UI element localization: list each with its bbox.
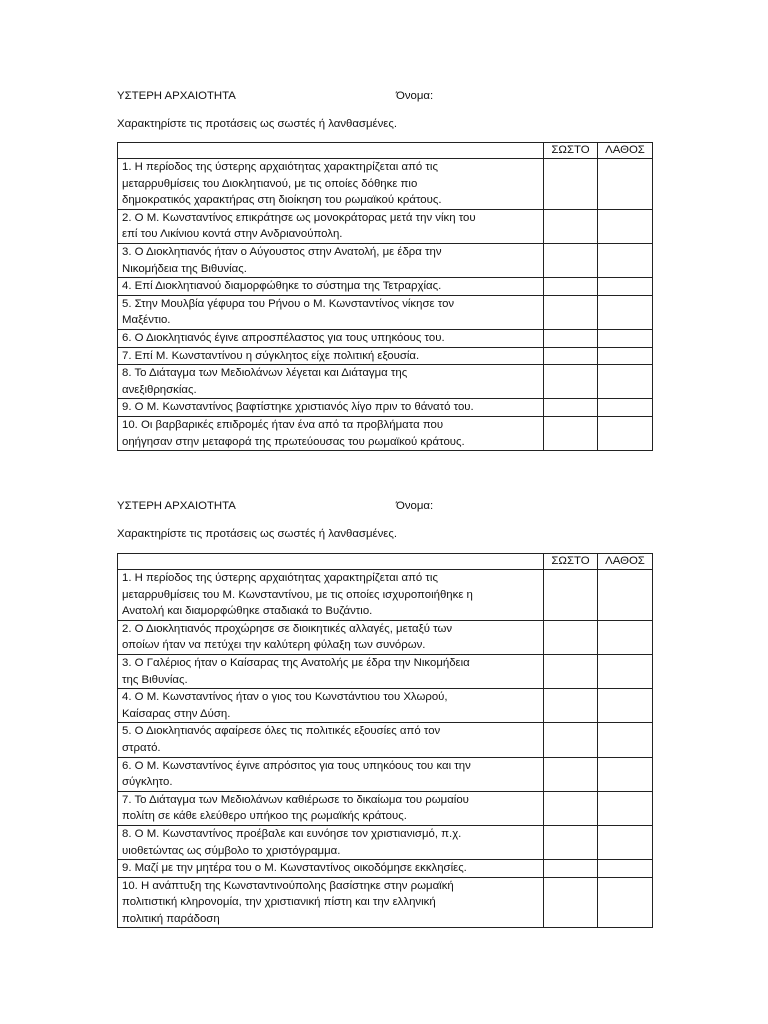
false-answer-cell[interactable] xyxy=(598,347,653,365)
false-answer-cell[interactable] xyxy=(598,877,653,928)
table-row xyxy=(118,278,653,296)
true-answer-cell[interactable] xyxy=(544,825,598,859)
table-row xyxy=(118,209,653,243)
statement-line: πολίτη σε κάθε ελεύθερο υπήκοο της ρωμαϊκής κράτους. xyxy=(122,810,407,823)
statement-column-header xyxy=(118,143,544,159)
statement-line: 7. Επί Μ. Κωνσταντίνου η σύγκλητος είχε πολιτική εξουσία. xyxy=(122,349,420,362)
statement-line: ανεξιθρησκίας. xyxy=(122,383,197,396)
true-answer-cell[interactable] xyxy=(544,159,598,210)
true-answer-cell[interactable] xyxy=(544,570,598,621)
statement-line: 5. Ο Διοκλητιανός αφαίρεσε όλες τις πολιτικές εξουσίες από τον xyxy=(122,725,441,738)
false-answer-cell[interactable] xyxy=(598,757,653,791)
statement-line: 6. Ο Διοκλητιανός έγινε απροσπέλαστος για τους υπηκόους του. xyxy=(122,331,445,344)
false-answer-cell[interactable] xyxy=(598,689,653,723)
statement-line: 9. Ο Μ. Κωνσταντίνος βαφτίστηκε χριστιανός λίγο πριν το θάνατό του. xyxy=(122,401,474,414)
false-answer-cell[interactable] xyxy=(598,243,653,277)
worksheet-header xyxy=(117,498,652,514)
false-answer-cell[interactable] xyxy=(598,209,653,243)
statement-line: δημοκρατικός χαρακτήρας στη διοίκηση του ρωμαϊκού κράτους. xyxy=(122,194,442,207)
questions-body xyxy=(118,570,653,928)
true-answer-cell[interactable] xyxy=(544,243,598,277)
statement-column-header xyxy=(118,554,544,570)
false-answer-cell[interactable] xyxy=(598,399,653,417)
statement-line: 6. Ο Μ. Κωνσταντίνος έγινε απρόσιτος για τους υπηκόους του και την xyxy=(122,759,471,772)
false-answer-cell[interactable] xyxy=(598,295,653,329)
name-label: Όνομα: xyxy=(396,90,434,102)
statement-line: Νικομήδεια της Βιθυνίας. xyxy=(122,262,247,275)
table-row xyxy=(118,620,653,654)
statement-cell xyxy=(118,295,544,329)
instructions: Χαρακτηρίστε τις προτάσεις ως σωστές ή λανθασμένες. xyxy=(117,528,398,540)
statement-line: 1. Η περίοδος της ύστερης αρχαιότητας χαρακτηρίζεται από τις xyxy=(122,161,438,173)
true-answer-cell[interactable] xyxy=(544,365,598,399)
statement-line: 9. Μαζί με την μητέρα του ο Μ. Κωνσταντίνος οικοδόμησε εκκλησίες. xyxy=(122,862,467,875)
false-answer-cell[interactable] xyxy=(598,570,653,621)
table-row xyxy=(118,243,653,277)
table-row xyxy=(118,654,653,688)
false-answer-cell[interactable] xyxy=(598,416,653,450)
table-row xyxy=(118,329,653,347)
statement-cell xyxy=(118,329,544,347)
statement-line: 4. Επί Διοκλητιανού διαμορφώθηκε το σύστημα της Τετραρχίας. xyxy=(122,280,442,293)
table-row xyxy=(118,689,653,723)
table-row xyxy=(118,723,653,757)
statement-line: σύγκλητο. xyxy=(122,776,173,789)
statement-line: 8. Το Διάταγμα των Μεδιολάνων λέγεται και Διάταγμα της xyxy=(122,367,408,380)
false-column-header: ΛΑΘΟΣ xyxy=(598,554,653,570)
true-answer-cell[interactable] xyxy=(544,689,598,723)
statement-line: 7. Το Διάταγμα των Μεδιολάνων καθιέρωσε το δικαίωμα του ρωμαίου xyxy=(122,793,469,806)
true-answer-cell[interactable] xyxy=(544,723,598,757)
name-label: Όνομα: xyxy=(396,500,434,512)
statement-line: 4. Ο Μ. Κωνσταντίνος ήταν ο γιος του Κωνστάντιου του Χλωρού, xyxy=(122,691,448,704)
statement-cell xyxy=(118,689,544,723)
statement-line: Καίσαρας στην Δύση. xyxy=(122,707,231,720)
statement-line: 5. Στην Μουλβία γέφυρα του Ρήνου ο Μ. Κωνσταντίνος νίκησε τον xyxy=(122,297,455,310)
statement-cell xyxy=(118,791,544,825)
statement-line: επί του Λικίνιου κοντά στην Ανδριανούπολη. xyxy=(122,228,343,241)
table-header-row xyxy=(118,554,653,570)
table-row xyxy=(118,159,653,210)
statement-line: 3. Ο Γαλέριος ήταν ο Καίσαρας της Ανατολής με έδρα την Νικομήδεια xyxy=(122,656,470,669)
statement-cell xyxy=(118,159,544,210)
statement-line: Μαξέντιο. xyxy=(122,314,171,327)
statement-line: μεταρρυθμίσεις του Μ. Κωνσταντίνου, με τις οποίες ισχυροποιήθηκε η xyxy=(122,588,473,601)
statement-cell xyxy=(118,654,544,688)
statement-line: της Βιθυνίας. xyxy=(122,673,188,686)
false-answer-cell[interactable] xyxy=(598,278,653,296)
statement-line: 10. Οι βαρβαρικές επιδρομές ήταν ένα από τα προβλήματα που xyxy=(122,418,444,431)
statement-cell xyxy=(118,347,544,365)
statement-line: υιοθετώντας ως σύμβολο το χριστόγραμμα. xyxy=(122,844,341,857)
true-answer-cell[interactable] xyxy=(544,295,598,329)
statement-cell xyxy=(118,757,544,791)
worksheet-2 xyxy=(117,498,652,925)
statement-line: 2. Ο Διοκλητιανός προχώρησε σε διοικητικές αλλαγές, μεταξύ των xyxy=(122,622,453,635)
statement-cell xyxy=(118,209,544,243)
false-answer-cell[interactable] xyxy=(598,329,653,347)
statement-cell xyxy=(118,399,544,417)
false-answer-cell[interactable] xyxy=(598,365,653,399)
true-answer-cell[interactable] xyxy=(544,791,598,825)
questions-table xyxy=(117,142,653,451)
statement-line: πολιτιστική κληρονομία, την χριστιανική πίστη και την ελληνική xyxy=(122,896,436,909)
false-answer-cell[interactable] xyxy=(598,159,653,210)
worksheet-title: ΥΣΤΕΡΗ ΑΡΧΑΙΟΤΗΤΑ xyxy=(117,500,236,512)
false-answer-cell[interactable] xyxy=(598,791,653,825)
table-row xyxy=(118,416,653,450)
false-column-header: ΛΑΘΟΣ xyxy=(598,143,653,159)
worksheet-1 xyxy=(117,88,652,448)
table-header-row xyxy=(118,143,653,159)
statement-line: μεταρρυθμίσεις του Διοκλητιανού, με τις οποίες δόθηκε πιο xyxy=(122,177,418,190)
statement-cell xyxy=(118,860,544,878)
statement-line: στρατό. xyxy=(122,741,161,754)
table-row xyxy=(118,365,653,399)
table-row xyxy=(118,877,653,928)
worksheet-title: ΥΣΤΕΡΗ ΑΡΧΑΙΟΤΗΤΑ xyxy=(117,90,236,102)
statement-cell xyxy=(118,825,544,859)
statement-cell xyxy=(118,620,544,654)
true-answer-cell[interactable] xyxy=(544,620,598,654)
true-answer-cell[interactable] xyxy=(544,416,598,450)
statement-cell xyxy=(118,365,544,399)
false-answer-cell[interactable] xyxy=(598,654,653,688)
false-answer-cell[interactable] xyxy=(598,825,653,859)
statement-line: οποίων ήταν να πετύχει την καλύτερη φύλαξη των συνόρων. xyxy=(122,639,426,652)
statement-cell xyxy=(118,570,544,621)
table-row xyxy=(118,825,653,859)
true-answer-cell[interactable] xyxy=(544,654,598,688)
true-answer-cell[interactable] xyxy=(544,347,598,365)
true-answer-cell[interactable] xyxy=(544,860,598,878)
statement-line: 1. Η περίοδος της ύστερης αρχαιότητας χαρακτηρίζεται από τις xyxy=(122,572,438,584)
statement-cell xyxy=(118,243,544,277)
statement-cell xyxy=(118,278,544,296)
questions-body xyxy=(118,159,653,451)
true-answer-cell[interactable] xyxy=(544,757,598,791)
statement-line: πολιτική παράδοση xyxy=(122,912,220,925)
true-column-header: ΣΩΣΤΟ xyxy=(544,143,598,159)
table-row xyxy=(118,791,653,825)
statement-cell xyxy=(118,416,544,450)
false-answer-cell[interactable] xyxy=(598,723,653,757)
table-row xyxy=(118,295,653,329)
statement-line: Ανατολή και διαμορφώθηκε σταδιακά το Βυζάντιο. xyxy=(122,605,373,618)
true-answer-cell[interactable] xyxy=(544,877,598,928)
table-row xyxy=(118,399,653,417)
table-row xyxy=(118,347,653,365)
true-answer-cell[interactable] xyxy=(544,399,598,417)
true-column-header: ΣΩΣΤΟ xyxy=(544,554,598,570)
statement-line: 8. Ο Μ. Κωνσταντίνος προέβαλε και ευνόησε τον χριστιανισμό, π.χ. xyxy=(122,827,462,840)
statement-line: οηήγησαν στην μεταφορά της πρωτεύουσας του ρωμαϊκού κράτους. xyxy=(122,435,465,448)
statement-cell xyxy=(118,723,544,757)
statement-line: 3. Ο Διοκλητιανός ήταν ο Αύγουστος στην Ανατολή, με έδρα την xyxy=(122,245,442,258)
true-answer-cell[interactable] xyxy=(544,209,598,243)
true-answer-cell[interactable] xyxy=(544,329,598,347)
statement-line: 2. Ο Μ. Κωνσταντίνος επικράτησε ως μονοκράτορας μετά την νίκη του xyxy=(122,211,476,224)
questions-table xyxy=(117,553,653,928)
false-answer-cell[interactable] xyxy=(598,860,653,878)
worksheet-header xyxy=(117,88,652,104)
statement-line: 10. Η ανάπτυξη της Κωνσταντινούπολης βασίστηκε στην ρωμαϊκή xyxy=(122,879,454,892)
table-row xyxy=(118,860,653,878)
true-answer-cell[interactable] xyxy=(544,278,598,296)
statement-cell xyxy=(118,877,544,928)
false-answer-cell[interactable] xyxy=(598,620,653,654)
table-row xyxy=(118,757,653,791)
table-row xyxy=(118,570,653,621)
instructions: Χαρακτηρίστε τις προτάσεις ως σωστές ή λανθασμένες. xyxy=(117,118,398,130)
